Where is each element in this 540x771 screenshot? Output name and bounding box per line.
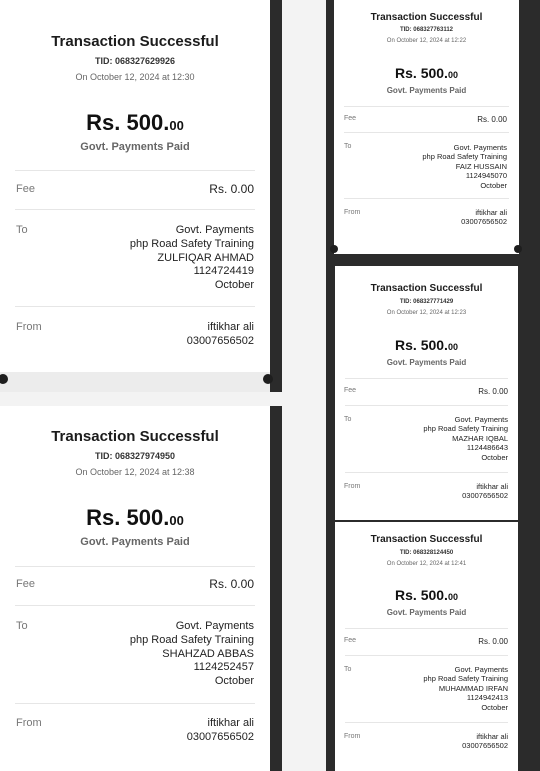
divider: [344, 198, 509, 199]
to-line: 1124942413: [466, 693, 508, 703]
to-line: 1124252457: [193, 661, 254, 674]
amount-decimal: 00: [447, 592, 458, 602]
to-details: [130, 620, 254, 689]
divider: [15, 566, 255, 567]
receipt-title: Transaction Successful: [51, 428, 219, 445]
fee-value: Rs. 0.00: [478, 387, 508, 396]
divider: [344, 106, 509, 107]
to-label: To: [344, 666, 352, 673]
to-line: Govt. Payments: [453, 143, 507, 152]
from-line: iftikhar ali: [475, 208, 507, 217]
receipt-gap: [0, 392, 282, 406]
to-details: [423, 665, 508, 712]
to-line: October: [214, 675, 254, 687]
fee-label: Fee: [344, 387, 357, 394]
to-line: Govt. Payments: [454, 665, 508, 674]
to-label: To: [344, 143, 352, 150]
from-details: [462, 732, 508, 751]
receipt: [335, 266, 518, 520]
payment-status: Govt. Payments Paid: [386, 608, 467, 617]
amount-main: Rs. 500.: [395, 337, 448, 353]
from-details: [187, 717, 254, 745]
fee-label: Fee: [16, 578, 35, 590]
receipt-notch: [263, 374, 273, 384]
divider: [15, 605, 255, 606]
amount-main: Rs. 500.: [86, 505, 170, 530]
to-label: To: [16, 224, 28, 236]
fee-label: Fee: [16, 183, 35, 195]
payment-status: Govt. Payments Paid: [386, 86, 467, 95]
transaction-id: TID: 068327974950: [94, 451, 176, 461]
to-line: php Road Safety Training: [129, 633, 254, 646]
amount-decimal: 00: [447, 342, 458, 352]
receipt: [0, 0, 270, 392]
receipt: [334, 0, 519, 254]
receipt: [0, 406, 270, 771]
to-line: MUHAMMAD IRFAN: [438, 683, 508, 693]
to-line: 1124945070: [465, 171, 507, 181]
divider: [345, 378, 508, 379]
receipt-title: Transaction Successful: [370, 283, 483, 294]
receipt-notch: [330, 245, 338, 253]
transaction-date: On October 12, 2024 at 12:22: [386, 38, 467, 44]
receipt-notch: [514, 245, 522, 253]
amount-decimal: 00: [169, 118, 184, 133]
to-line: FAIZ HUSSAIN: [455, 161, 507, 171]
to-line: php Road Safety Training: [129, 237, 254, 250]
transaction-id: TID: 068327763112: [399, 27, 454, 33]
amount: [0, 110, 270, 136]
divider: [345, 628, 508, 629]
to-line: Govt. Payments: [175, 224, 254, 236]
fee-label: Fee: [344, 115, 357, 122]
fee-value: Rs. 0.00: [477, 115, 507, 124]
transaction-date: On October 12, 2024 at 12:30: [75, 72, 195, 82]
receipt-title: Transaction Successful: [370, 12, 483, 23]
receipt-title: Transaction Successful: [51, 33, 219, 50]
to-line: October: [481, 452, 508, 462]
receipt-title: Transaction Successful: [370, 534, 483, 545]
fee-value: Rs. 0.00: [209, 577, 254, 591]
to-line: October: [480, 180, 507, 190]
divider: [345, 655, 508, 656]
to-line: October: [214, 279, 254, 291]
amount: [335, 337, 518, 353]
transaction-id: TID: 068327629926: [94, 56, 176, 66]
from-line: 03007656502: [461, 217, 507, 227]
from-label: From: [344, 733, 361, 740]
to-line: php Road Safety Training: [423, 674, 508, 684]
from-line: iftikhar ali: [476, 482, 508, 491]
from-line: 03007656502: [186, 730, 254, 743]
to-label: To: [16, 620, 28, 632]
from-line: iftikhar ali: [207, 321, 254, 333]
divider: [15, 306, 255, 307]
amount-main: Rs. 500.: [395, 587, 448, 603]
from-line: 03007656502: [462, 491, 508, 501]
amount-main: Rs. 500.: [86, 110, 170, 135]
payment-status: Govt. Payments Paid: [80, 536, 190, 548]
from-details: [461, 208, 507, 227]
to-line: 1124486643: [466, 443, 508, 453]
to-line: ZULFIQAR AHMAD: [157, 251, 254, 264]
from-line: 03007656502: [186, 334, 254, 347]
payment-status: Govt. Payments Paid: [386, 358, 467, 367]
from-label: From: [344, 209, 361, 216]
from-label: From: [344, 483, 361, 490]
divider: [15, 209, 255, 210]
from-line: iftikhar ali: [476, 732, 508, 741]
column-gap: [282, 0, 326, 771]
transaction-id: TID: 068328124450: [399, 550, 454, 556]
divider: [345, 472, 508, 473]
amount-decimal: 00: [169, 513, 184, 528]
amount-decimal: 00: [447, 70, 458, 80]
to-line: php Road Safety Training: [422, 152, 507, 162]
fee-value: Rs. 0.00: [478, 637, 508, 646]
from-line: 03007656502: [462, 741, 508, 751]
to-details: [130, 224, 254, 293]
to-line: SHAHZAD ABBAS: [162, 647, 254, 660]
from-label: From: [16, 717, 42, 729]
transaction-id: TID: 068327771429: [399, 299, 454, 305]
divider: [345, 722, 508, 723]
to-line: 1124724419: [193, 265, 254, 278]
divider: [345, 405, 508, 406]
to-line: MAZHAR IQBAL: [452, 433, 508, 443]
transaction-date: On October 12, 2024 at 12:41: [386, 561, 467, 567]
transaction-date: On October 12, 2024 at 12:23: [386, 310, 467, 316]
divider: [15, 703, 255, 704]
to-line: php Road Safety Training: [423, 424, 508, 434]
receipt: [335, 522, 518, 771]
divider: [15, 170, 255, 171]
from-label: From: [16, 321, 42, 333]
amount: [334, 65, 519, 81]
to-line: Govt. Payments: [454, 415, 508, 424]
to-details: [423, 415, 508, 462]
to-line: October: [481, 702, 508, 712]
receipt-footer-band: [0, 372, 270, 392]
from-line: iftikhar ali: [207, 717, 254, 729]
payment-status: Govt. Payments Paid: [80, 141, 190, 153]
amount: [335, 587, 518, 603]
amount-main: Rs. 500.: [395, 65, 448, 81]
divider: [344, 132, 509, 133]
fee-label: Fee: [344, 637, 357, 644]
to-details: [422, 143, 507, 190]
fee-value: Rs. 0.00: [209, 182, 254, 196]
amount: [0, 505, 270, 531]
to-label: To: [344, 416, 352, 423]
from-details: [187, 321, 254, 349]
from-details: [462, 482, 508, 501]
to-line: Govt. Payments: [175, 620, 254, 632]
transaction-date: On October 12, 2024 at 12:38: [75, 467, 195, 477]
